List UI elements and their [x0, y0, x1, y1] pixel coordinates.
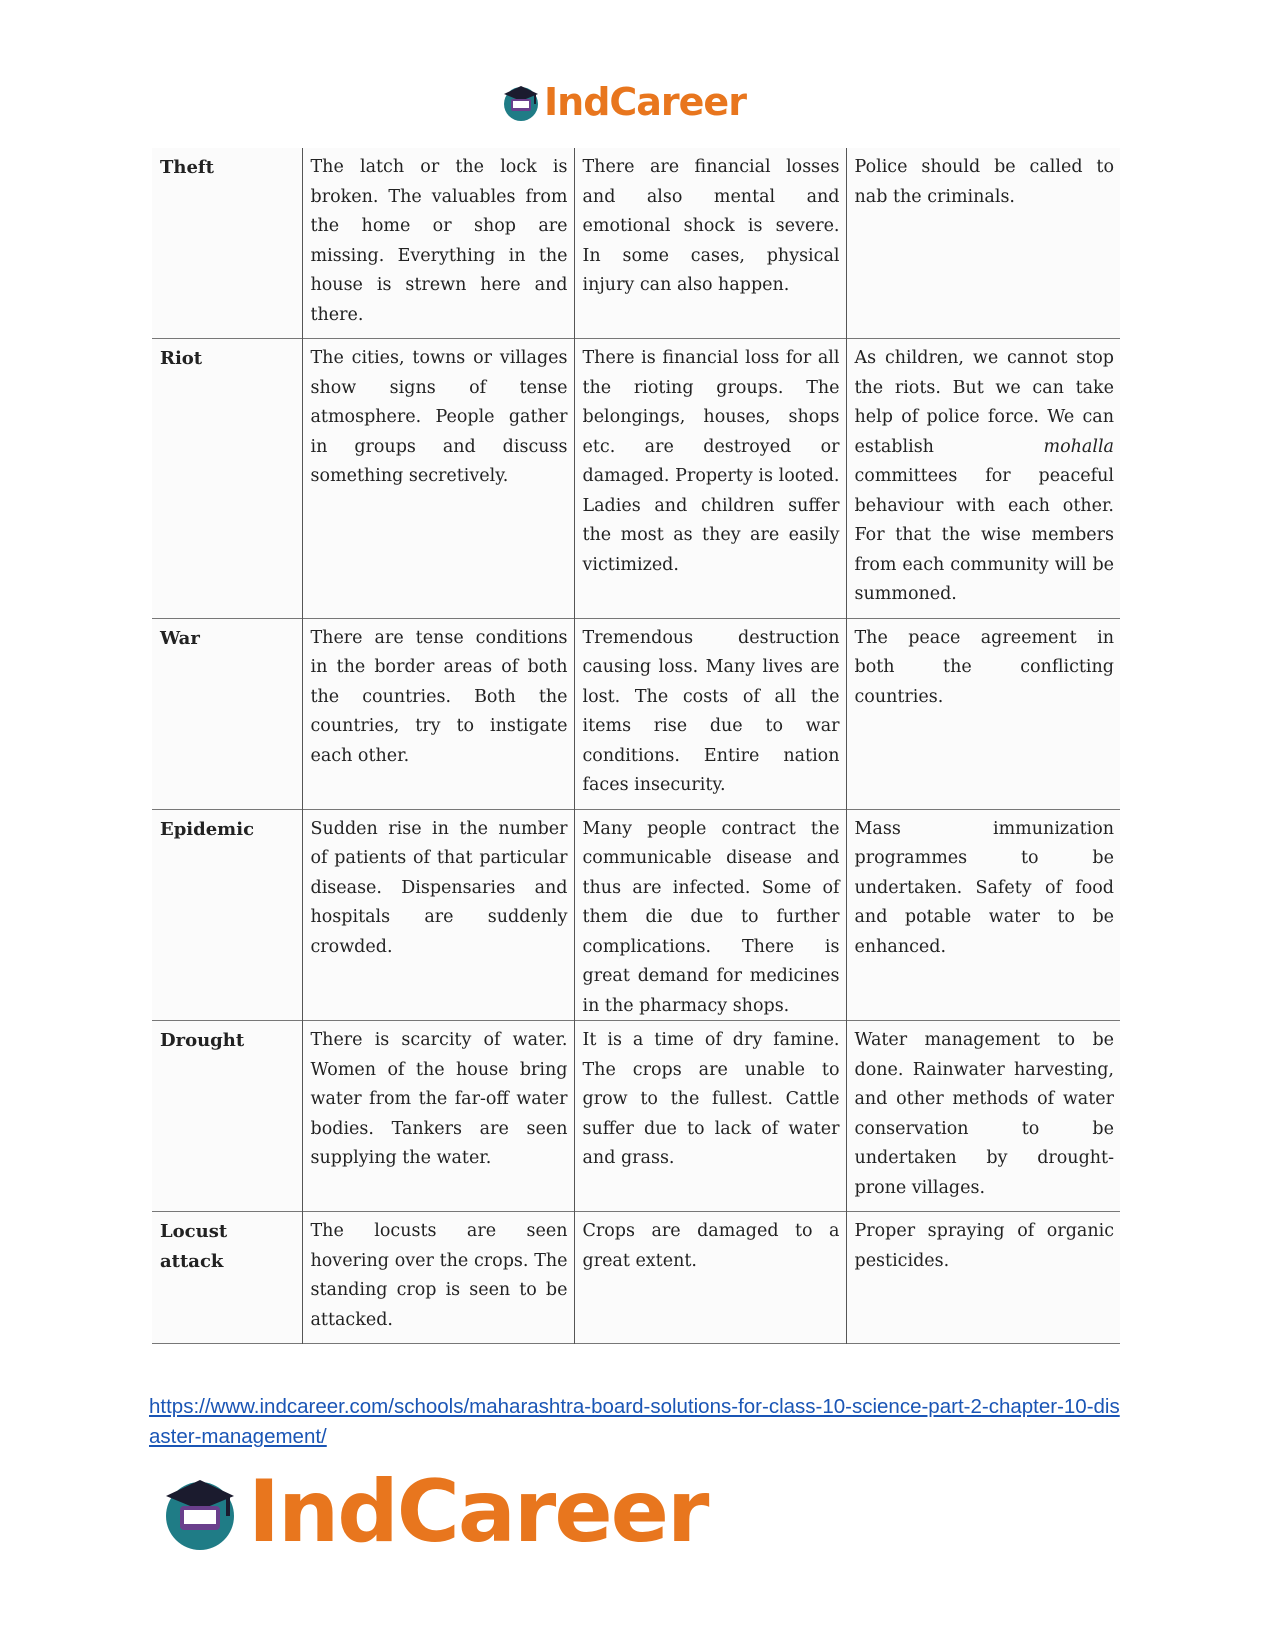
disaster-effects: Tremendous destruction causing loss. Many lives are lost. The costs of all the items rise due to war conditions. Entire nation faces insecurity.	[574, 618, 846, 809]
disaster-measures: Mass immunization programmes to be undertaken. Safety of food and potable water to be enhanced.	[846, 809, 1120, 1029]
disaster-effects: Crops are damaged to a great extent.	[574, 1212, 846, 1344]
disaster-name: Theft	[160, 157, 214, 178]
disaster-measures: The peace agreement in both the conflicting countries.	[846, 618, 1120, 809]
logo-text: IndCareer	[248, 1462, 708, 1562]
disaster-name: War	[160, 627, 200, 649]
table-row	[152, 1021, 1120, 1212]
italic-term: mohalla	[1043, 436, 1114, 457]
header-logo	[500, 80, 746, 124]
disaster-measures: Police should be called to nab the criminals.	[846, 148, 1120, 339]
disaster-signs: The latch or the lock is broken. The valuables from the home or shop are missing. Everything in the house is strewn here and there.	[302, 148, 574, 339]
disaster-table-part-1	[152, 148, 1120, 1029]
disaster-effects: It is a time of dry famine. The crops are unable to grow to the fullest. Cattle suffer due to lack of water and grass.	[574, 1021, 846, 1212]
disaster-measures: Water management to be done. Rainwater harvesting, and other methods of water conservation to be undertaken by drought-prone villages.	[846, 1021, 1120, 1212]
disaster-effects: There are financial losses and also mental and emotional shock is severe. In some cases, physical injury can also happen.	[574, 148, 846, 339]
graduation-cap-icon	[158, 1472, 242, 1552]
table-row	[152, 339, 1120, 619]
disaster-effects: Many people contract the communicable disease and thus are infected. Some of them die due to further complications. There is great demand for medicines in the pharmacy shops.	[574, 809, 846, 1029]
disaster-signs: Sudden rise in the number of patients of that particular disease. Dispensaries and hospitals are suddenly crowded.	[302, 809, 574, 1029]
table-row	[152, 618, 1120, 809]
table-row	[152, 148, 1120, 339]
footer-logo	[158, 1462, 707, 1562]
table-row	[152, 1212, 1120, 1344]
disaster-name: Drought	[160, 1030, 245, 1051]
logo-text: IndCareer	[544, 80, 746, 124]
disaster-signs: There are tense conditions in the border areas of both the countries. Both the countries, try to instigate each other.	[302, 618, 574, 809]
disaster-signs: The locusts are seen hovering over the crops. The standing crop is seen to be attacked.	[302, 1212, 574, 1344]
table-row	[152, 809, 1120, 1029]
disaster-signs: The cities, towns or villages show signs of tense atmosphere. People gather in groups and discuss something secretively.	[302, 339, 574, 619]
disaster-measures: Proper spraying of organic pesticides.	[846, 1212, 1120, 1344]
disaster-name: Riot	[160, 348, 203, 369]
disaster-name: Epidemic	[160, 818, 255, 840]
disaster-table-part-2	[152, 1020, 1120, 1344]
disaster-effects: There is financial loss for all the rioting groups. The belongings, houses, shops etc. are destroyed or damaged. Property is looted. Ladies and children suffer the most as they are easily victimized.	[574, 339, 846, 619]
graduation-cap-icon	[500, 82, 542, 122]
disaster-name: Locust attack	[160, 1221, 228, 1272]
source-link[interactable]: https://www.indcareer.com/schools/maharashtra-board-solutions-for-class-10-science-part-2-chapter-10-disaster-management/	[149, 1395, 1120, 1448]
disaster-measures: As children, we cannot stop the riots. But we can take help of police force. We can establish mohalla committees for peaceful behaviour with each other. For that the wise members from each community will be summoned.	[846, 339, 1120, 619]
disaster-signs: There is scarcity of water. Women of the house bring water from the far-off water bodies. Tankers are seen supplying the water.	[302, 1021, 574, 1212]
